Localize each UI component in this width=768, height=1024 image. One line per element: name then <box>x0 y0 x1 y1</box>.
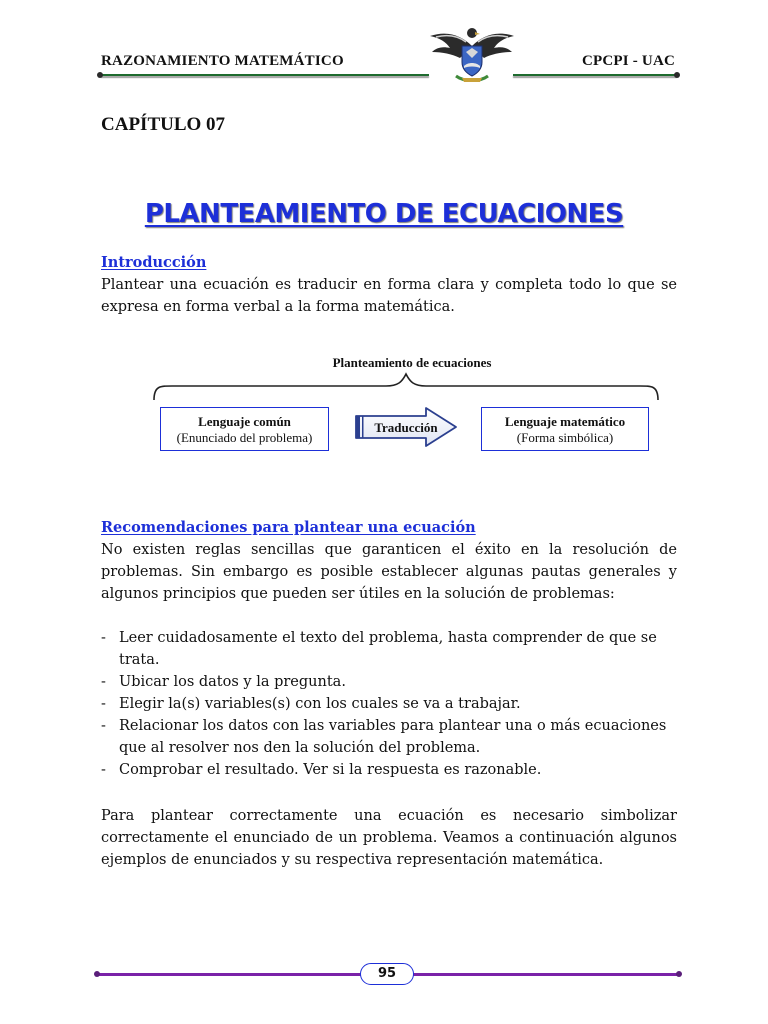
recommendations-heading: Recomendaciones para plantear una ecuación <box>101 519 476 536</box>
diagram-label: Planteamiento de ecuaciones <box>332 355 492 370</box>
recommendations-intro: No existen reglas sencillas que garanticen el éxito en la resolución de problemas. Sin embargo es posible establecer algunas pautas generales y algunos principios que pueden ser útiles en la solución de problemas: <box>101 542 677 602</box>
common-language-title: Lenguaje común <box>198 414 291 429</box>
list-item: - Comprobar el resultado. Ver si la respuesta es razonable. <box>101 759 677 781</box>
list-item: - Leer cuidadosamente el texto del problema, hasta comprender de que se trata. <box>101 627 677 671</box>
common-language-subtitle: (Enunciado del problema) <box>176 430 313 445</box>
header-left-title: RAZONAMIENTO MATEMÁTICO <box>101 53 344 69</box>
list-item: - Relacionar los datos con las variables para plantear una o más ecuaciones que al resolver nos den la solución del problema. <box>101 715 677 759</box>
footer-rule-dot-left <box>94 971 100 977</box>
page-number: 95 <box>360 963 414 985</box>
list-item: - Ubicar los datos y la pregunta. <box>101 671 677 693</box>
recommendations-list <box>101 627 677 781</box>
curly-brace <box>150 372 662 402</box>
math-language-box <box>481 407 649 451</box>
math-language-title: Lenguaje matemático <box>504 414 626 429</box>
footer-rule-dot-right <box>676 971 682 977</box>
intro-heading: Introducción <box>101 254 207 271</box>
header-rule-right <box>513 74 677 76</box>
list-item: - Elegir la(s) variables(s) con los cuales se va a trabajar. <box>101 693 677 715</box>
intro-paragraph: Plantear una ecuación es traducir en forma clara y completa todo lo que se expresa en forma verbal a la forma matemática. <box>101 277 677 315</box>
header-rule-dot-left <box>97 72 103 78</box>
translation-arrow-label: Traducción <box>374 420 438 435</box>
chapter-number: CAPÍTULO 07 <box>101 114 226 135</box>
header-rule-left <box>101 74 429 76</box>
header-rule-dot-right <box>674 72 680 78</box>
math-language-subtitle: (Forma simbólica) <box>516 430 614 445</box>
header-right-title: CPCPI - UAC <box>582 53 676 69</box>
closing-paragraph: Para plantear correctamente una ecuación es necesario simbolizar correctamente el enunciado de un problema. Veamos a continuación algunos ejemplos de enunciados y su respectiva representación matemática. <box>101 808 677 868</box>
page-title: PLANTEAMIENTO DE ECUACIONES <box>144 199 624 229</box>
condor-emblem-icon <box>426 22 518 84</box>
common-language-box <box>160 407 329 451</box>
